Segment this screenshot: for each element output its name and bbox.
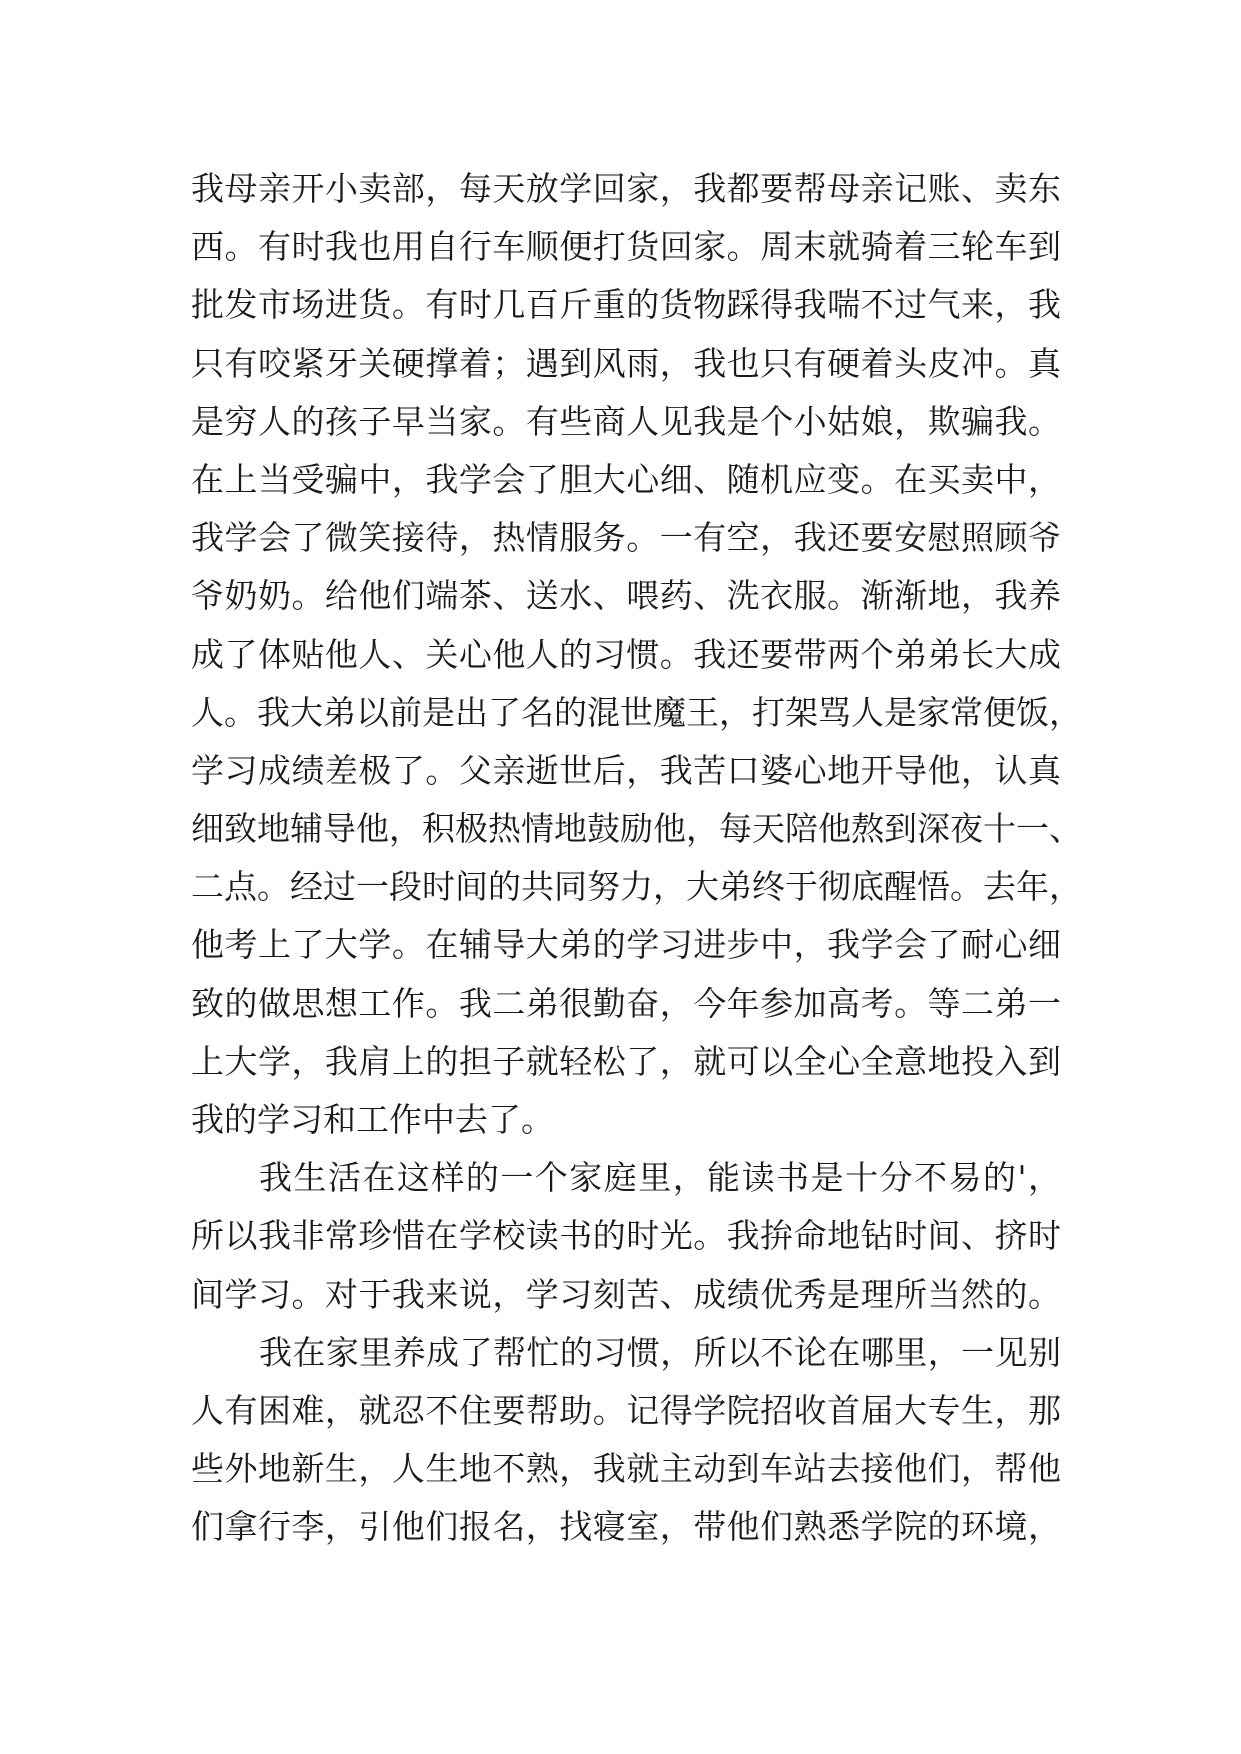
text-line: 细致地辅导他，积极热情地鼓励他，每天陪他熬到深夜十一、: [191, 809, 1082, 849]
text-line: 我母亲开小卖部，每天放学回家，我都要帮母亲记账、卖东: [191, 169, 1061, 208]
text-line: 爷奶奶。给他们端茶、送水、喂药、洗衣服。渐渐地，我养: [191, 576, 1061, 616]
text-line: 致的做思想工作。我二弟很勤奋，今年参加高考。等二弟一: [191, 983, 1061, 1023]
text-line: 我学会了微笑接待，热情服务。一有空，我还要安慰照顾爷: [191, 518, 1061, 558]
text-line: 我在家里养成了帮忙的习惯，所以不论在哪里，一见别: [259, 1332, 1061, 1372]
text-line: 人。我大弟以前是出了名的混世魔王，打架骂人是家常便饭，: [191, 692, 1082, 732]
text-line: 只有咬紧牙关硬撑着；遇到风雨，我也只有硬着头皮冲。真: [191, 343, 1061, 383]
text-line: 学习成绩差极了。父亲逝世后，我苦口婆心地开导他，认真: [191, 750, 1061, 790]
text-line: 人有困难，就忍不住要帮助。记得学院招收首届大专生，那: [191, 1390, 1061, 1430]
text-line: 他考上了大学。在辅导大弟的学习进步中，我学会了耐心细: [191, 925, 1061, 965]
text-line: 们拿行李，引他们报名，找寝室，带他们熟悉学院的环境，: [191, 1507, 1061, 1547]
text-line: 所以我非常珍惜在学校读书的时光。我拚命地钻时间、挤时: [191, 1216, 1061, 1256]
text-line: 西。有时我也用自行车顺便打货回家。周末就骑着三轮车到: [191, 227, 1061, 267]
text-line: 些外地新生，人生地不熟，我就主动到车站去接他们，帮他: [191, 1449, 1061, 1489]
text-line: 间学习。对于我来说，学习刻苦、成绩优秀是理所当然的。: [191, 1274, 1061, 1314]
body-text: [191, 160, 1082, 1557]
text-line: 上大学，我肩上的担子就轻松了，就可以全心全意地投入到: [191, 1041, 1061, 1081]
text-line: 二点。经过一段时间的共同努力，大弟终于彻底醒悟。去年，: [191, 867, 1082, 907]
text-line: 我的学习和工作中去了。: [191, 1100, 554, 1139]
text-line: 成了体贴他人、关心他人的习惯。我还要带两个弟弟长大成: [191, 634, 1061, 674]
text-line: 我生活在这样的一个家庭里，能读书是十分不易的'，: [259, 1158, 1061, 1198]
text-line: 批发市场进货。有时几百斤重的货物踩得我喘不过气来，我: [191, 285, 1061, 325]
text-line: 是穷人的孩子早当家。有些商人见我是个小姑娘，欺骗我。: [191, 401, 1061, 441]
text-line: 在上当受骗中，我学会了胆大心细、随机应变。在买卖中，: [191, 459, 1061, 499]
